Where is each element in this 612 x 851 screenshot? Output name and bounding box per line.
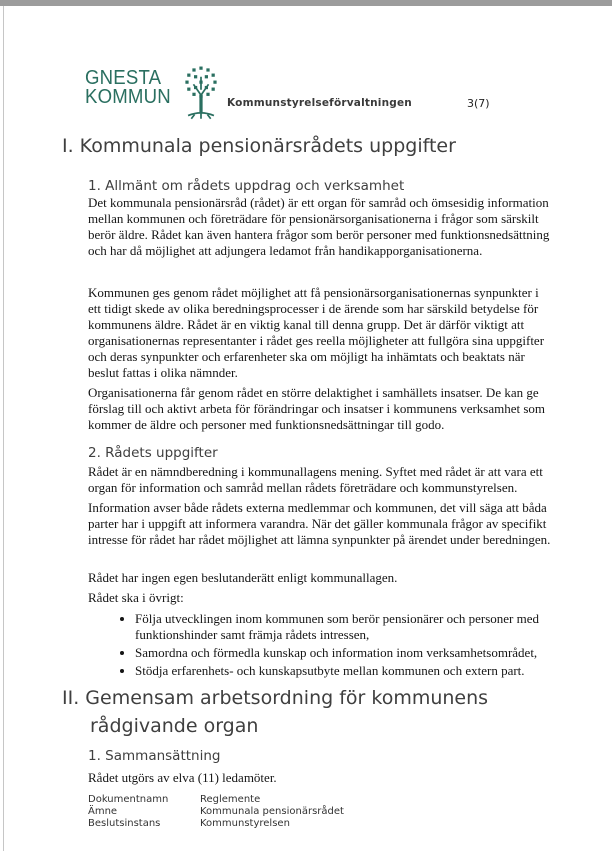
page-number: 3(7) [467, 97, 490, 110]
footer-label: Beslutsinstans [88, 818, 161, 829]
paragraph: Information avser både rådets externa medlemmar och kommunen, det vill säga att båda parter har i uppgift att informera varandra. När det gäller kommunala frågor av specifikt intresse för rådet har rådet möjlighet att lämna synpunkter på ärendet under beredningen. [88, 500, 551, 547]
footer-value: Kommunstyrelsen [200, 818, 290, 829]
section-ii-title-line1: II. Gemensam arbetsordning för kommunens [62, 687, 489, 709]
footer-row [88, 818, 344, 830]
footer-value: Reglemente [200, 794, 261, 805]
bullet-item: • Samordna och förmedla kunskap och information inom verksamhetsområdet, [135, 645, 545, 661]
paragraph: Det kommunala pensionärsråd (rådet) är ett organ för samråd och ömsesidig information mellan kommunen och företrädare för pensionärsorganisationerna i frågor som särskilt berör äldre. Rådet kan även hantera frågor som berör personer med funktionsnedsättning och har då möjlighet att adjungera ledamot från handikapporganisationerna. [88, 195, 550, 258]
bullet-item: • Följa utvecklingen inom kommunen som berör pensionärer och personer med funktionshinder samt främja rådets intressen, [135, 611, 545, 643]
logo-line1: GNESTA [85, 67, 162, 89]
paragraph: Rådet ska i övrigt: [88, 590, 184, 605]
department-header: Kommunstyrelseförvaltningen [227, 97, 412, 109]
footer-label: Dokumentnamn [88, 794, 169, 805]
paragraph: Rådet har ingen egen beslutanderätt enligt kommunallagen. [88, 570, 398, 585]
footer-row [88, 806, 344, 818]
gnesta-kommun-logo [85, 69, 223, 122]
tree-icon [179, 66, 223, 122]
duties-bullet-list [105, 611, 545, 681]
subsection-composition-title: 1. Sammansättning [88, 748, 221, 764]
viewer-top-bar [0, 0, 612, 6]
document-info-footer [88, 794, 344, 830]
paragraph: Organisationerna får genom rådet en större delaktighet i samhällets insatser. De kan ge förslag till och aktivt arbeta för förändringar och insatser i kommunens verksamhet som kommer de äldre och personer med funktionsnedsättningar till godo. [88, 385, 546, 432]
section-ii-title-line2: rådgivande organ [90, 715, 259, 737]
footer-row [88, 794, 344, 806]
footer-label: Ämne [88, 806, 118, 817]
page-edge-line [3, 6, 4, 851]
subsection-2-title: 2. Rådets uppgifter [88, 445, 218, 461]
bullet-item: • Stödja erfarenhets- och kunskapsutbyte mellan kommunen och extern part. [135, 663, 545, 679]
paragraph: Rådet är en nämndberedning i kommunallagens mening. Syftet med rådet är att vara ett organ för information och samråd mellan rådets företrädare och kommunstyrelsen. [88, 464, 543, 495]
paragraph: Rådet utgörs av elva (11) ledamöter. [88, 770, 277, 785]
section-ii-title [62, 684, 552, 740]
logo-wordmark [85, 69, 171, 107]
subsection-1-title: 1. Allmänt om rådets uppdrag och verksamhet [88, 178, 405, 194]
logo-line2: KOMMUN [85, 86, 171, 108]
paragraph: Kommunen ges genom rådet möjlighet att få pensionärsorganisationernas synpunkter i ett tidigt skede av olika beredningsprocesser i de ärende som har särskild betydelse för kommunens äldre. Rådet är en viktig kanal till denna grupp. Det är därför viktigt att organisationernas representanter i rådet ges reella möjligheter att fullgöra sina uppgifter och deras synpunkter och erfarenheter ska om möjligt ha inhämtats och beaktats när beslut fattas i olika nämnder. [88, 285, 545, 380]
footer-value: Kommunala pensionärsrådet [200, 806, 344, 817]
section-i-title: I. Kommunala pensionärsrådets uppgifter [62, 135, 456, 157]
